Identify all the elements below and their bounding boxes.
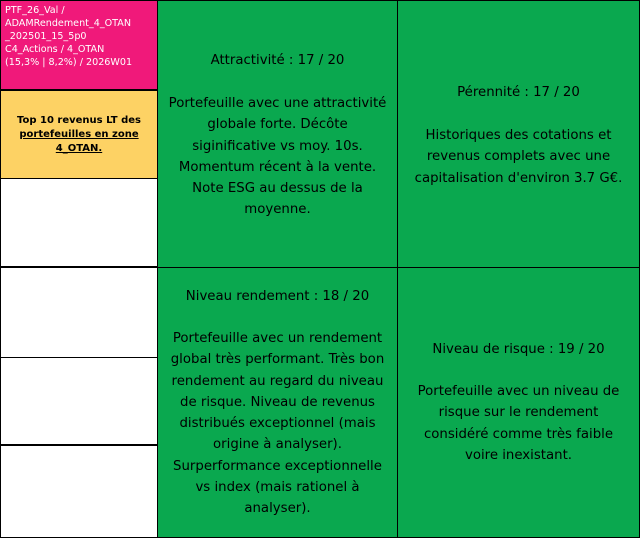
attractivite-cell [157, 0, 398, 268]
description-line: origine à analyser). [213, 437, 342, 453]
description-line: global très performant. Très bon [170, 352, 385, 368]
portfolio-id-line: PTF_26_Val / [5, 5, 65, 16]
empty-cell [0, 178, 158, 268]
description-line: moyenne. [244, 202, 311, 218]
description-line: vs index (mais rationel à [195, 480, 360, 496]
description-line: Portefeuille avec un niveau de [417, 384, 620, 399]
attractivite-title: Attractivité : 17 / 20 [210, 53, 345, 68]
description-line: rendement au regard du niveau [171, 373, 384, 389]
description-line: revenus complets avec une [426, 149, 611, 165]
row-separator [0, 444, 158, 446]
description-line: risque sur le rendement [438, 405, 599, 421]
top10-line: 4_OTAN. [55, 142, 103, 154]
description-line: distribués exceptionnel (mais [179, 416, 376, 432]
description-line: siginificative vs moy. 10s. [192, 138, 363, 154]
portfolio-id-cell [0, 0, 158, 90]
empty-cell [0, 445, 158, 538]
description-line: voire inexistant. [464, 447, 573, 463]
top10-label [17, 114, 141, 156]
description-line: Surperformance exceptionnelle [173, 458, 382, 474]
description-line: de risque. Niveau de revenus [180, 394, 375, 410]
perennite-title: Pérennité : 17 / 20 [457, 85, 580, 100]
portfolio-id-line: (15,3% | 8,2%) / 2026W01 [5, 57, 133, 68]
row-separator [0, 266, 158, 268]
description-line: globale forte. Décôte [207, 117, 348, 133]
attractivite-description [158, 93, 397, 221]
risque-title: Niveau de risque : 19 / 20 [432, 342, 605, 357]
portfolio-id-line: ADAMRendement_4_OTAN [5, 18, 132, 29]
rendement-description [158, 328, 397, 520]
perennite-description [398, 125, 639, 189]
top10-line: portefeuilles en zone [19, 128, 139, 140]
description-line: Historiques des cotations et [425, 128, 612, 143]
description-line: Portefeuille avec une attractivité [168, 96, 387, 111]
rendement-cell [157, 267, 398, 538]
portfolio-id-line: _202501_15_5p0 [5, 31, 87, 42]
top10-line: Top 10 revenus LT des [17, 114, 141, 126]
description-line: Note ESG au dessus de la [192, 181, 363, 197]
risque-description [398, 381, 639, 466]
empty-cell [0, 267, 158, 358]
risque-cell [397, 267, 640, 538]
rendement-title: Niveau rendement : 18 / 20 [185, 289, 370, 304]
description-line: capitalisation d'environ 3.7 G€. [414, 170, 623, 186]
description-line: analyser). [244, 501, 311, 517]
portfolio-id-line: C4_Actions / 4_OTAN [5, 44, 105, 55]
perennite-cell [397, 0, 640, 268]
description-line: considéré comme très faible [423, 426, 614, 442]
empty-cell [0, 357, 158, 446]
top10-label-cell [0, 90, 158, 179]
description-line: Portefeuille avec un rendement [172, 331, 383, 346]
description-line: Momentum récent à la vente. [178, 159, 377, 175]
